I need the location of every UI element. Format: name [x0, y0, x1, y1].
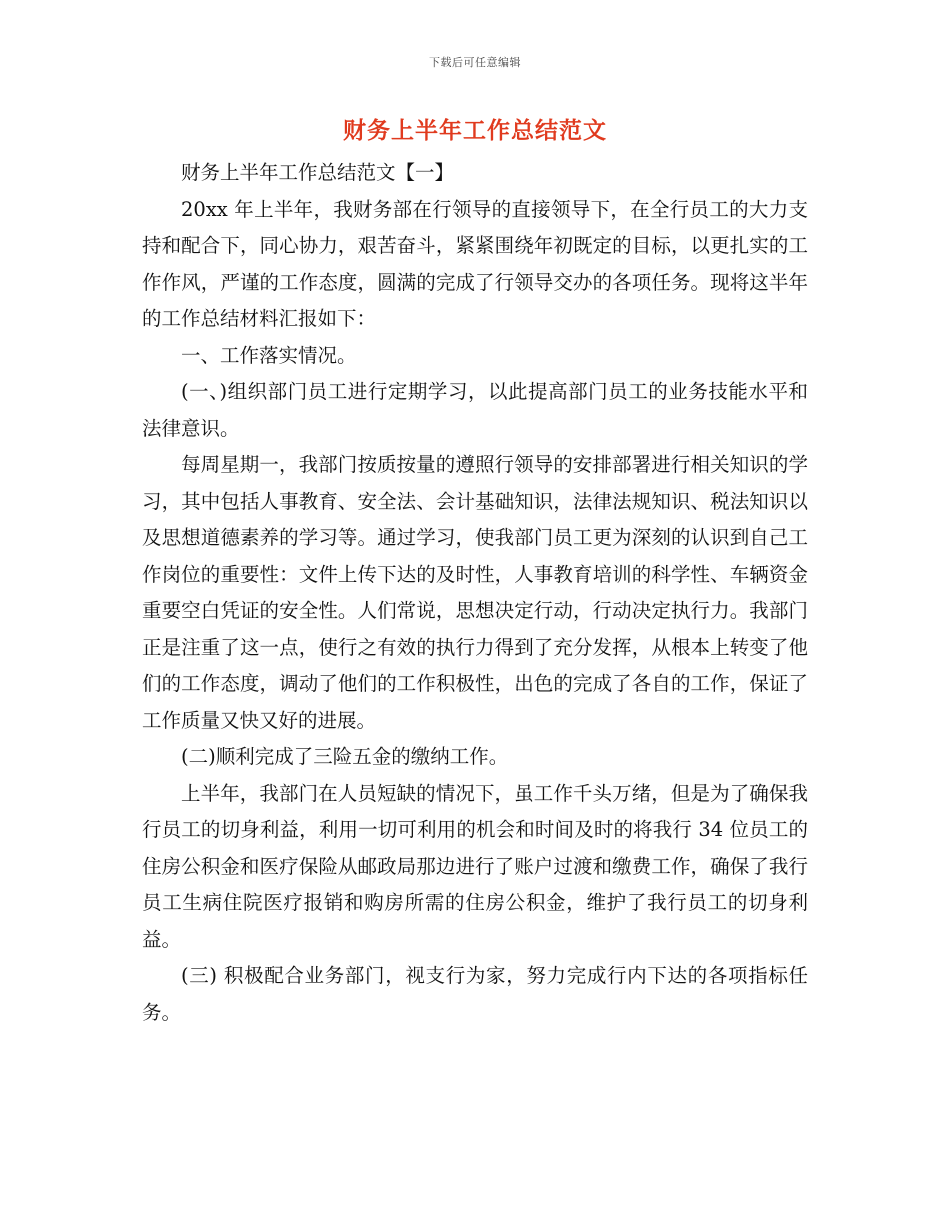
- paragraph-section-heading: 一、工作落实情况。: [181, 343, 357, 367]
- paragraph-item-2-body: 上半年，我部门在人员短缺的情况下，虽工作千头万绪，但是为了确保我行员工的切身利益，利用一切可利用的机会和时间及时的将我行 34 位员工的住房公积金和医疗保险从邮政局那边进行了账户过渡和缴费工作，确保了我行员工生病住院医疗报销和购房所需的住房公积金，维护了我行员工的切身利益。: [142, 781, 808, 951]
- document-title: 财务上半年工作总结范文: [343, 117, 607, 144]
- paragraph-intro: 20xx 年上半年，我财务部在行领导的直接领导下，在全行员工的大力支持和配合下，同心协力，艰苦奋斗，紧紧围绕年初既定的目标，以更扎实的工作作风，严谨的工作态度，圆满的完成了行领导交办的各项任务。现将这半年的工作总结材料汇报如下：: [142, 197, 808, 330]
- paragraph-item-3-heading: (三) 积极配合业务部门，视支行为家，努力完成行内下达的各项指标任务。: [142, 964, 808, 1024]
- paragraph-subtitle: 财务上半年工作总结范文【一】: [181, 161, 455, 184]
- paragraph-item-1-heading: (一、)组织部门员工进行定期学习，以此提高部门员工的业务技能水平和法律意识。: [142, 380, 808, 440]
- paragraph-item-1-body: 每周星期一，我部门按质按量的遵照行领导的安排部署进行相关知识的学习，其中包括人事教育、安全法、会计基础知识，法律法规知识、税法知识以及思想道德素养的学习等。通过学习，使我部门员工更为深刻的认识到自己工作岗位的重要性：文件上传下达的及时性，人事教育培训的科学性、车辆资金重要空白凭证的安全性。人们常说，思想决定行动，行动决定执行力。我部门正是注重了这一点，使行之有效的执行力得到了充分发挥，从根本上转变了他们的工作态度，调动了他们的工作积极性，出色的完成了各自的工作，保证了工作质量又快又好的进展。: [142, 453, 808, 732]
- header-note: 下载后可任意编辑: [429, 56, 521, 69]
- paragraph-item-2-heading: (二)顺利完成了三险五金的缴纳工作。: [181, 745, 509, 768]
- document-body: [142, 155, 808, 1031]
